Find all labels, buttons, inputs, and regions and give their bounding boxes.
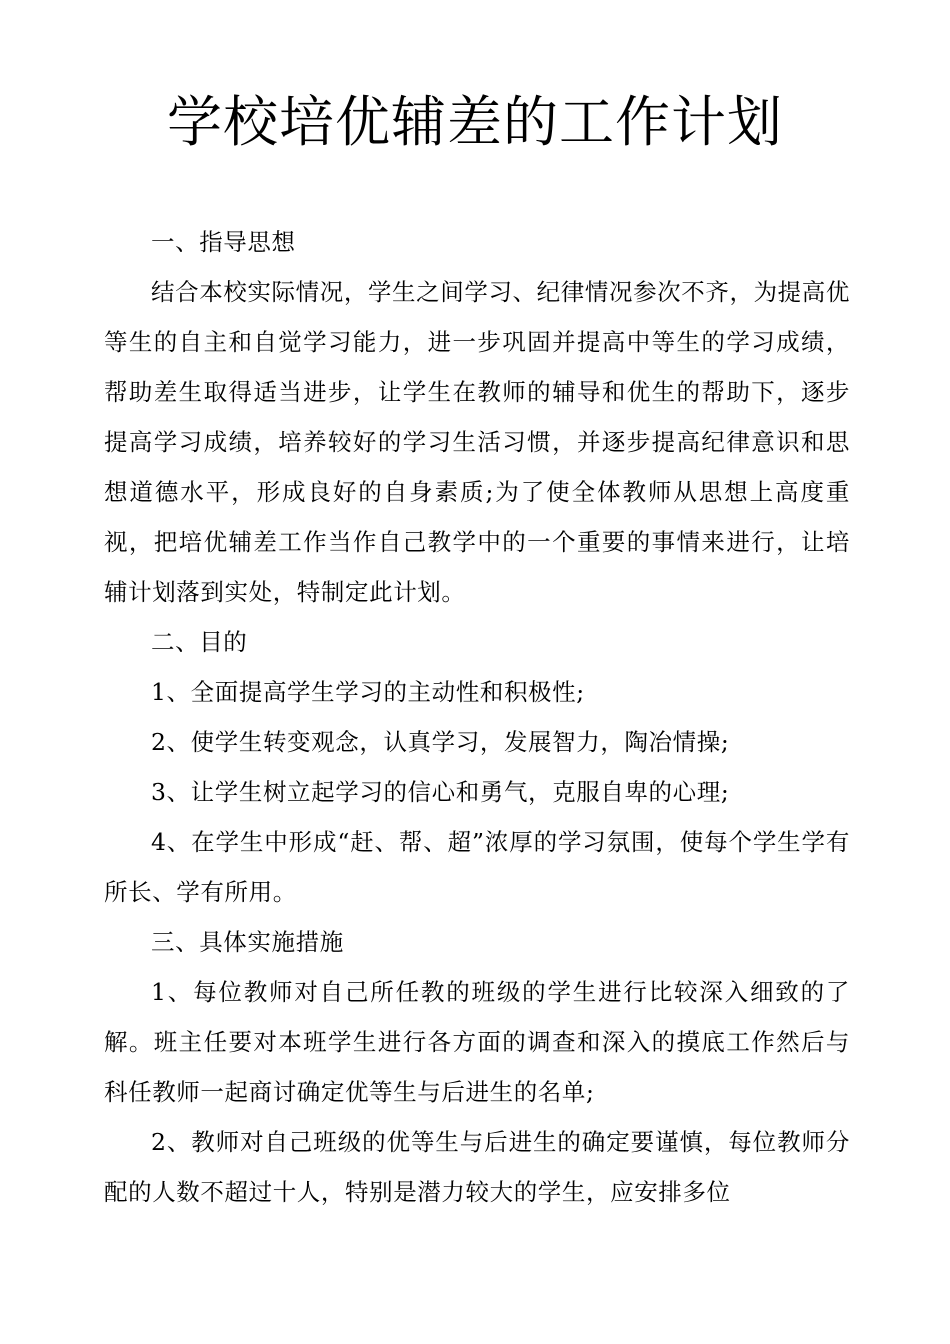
purpose-item-1: 1、全面提高学生学习的主动性和积极性; [151, 678, 585, 706]
section-heading-measures: 三、具体实施措施 [151, 928, 344, 956]
measure-item-2: 2、教师对自己班级的优等生与后进生的确定要谨慎，每位教师分配的人数不超过十人，特别是潜力较大的学生，应安排多位 [104, 1128, 850, 1206]
document-title: 学校培优辅差的工作计划 [166, 90, 783, 154]
measure-item-1: 1、每位教师对自己所任教的班级的学生进行比较深入细致的了解。班主任要对本班学生进行各方面的调查和深入的摸底工作然后与科任教师一起商讨确定优等生与后进生的名单; [104, 978, 850, 1106]
purpose-item-2: 2、使学生转变观念，认真学习，发展智力，陶冶情操; [151, 728, 730, 756]
purpose-item-4: 4、在学生中形成“赶、帮、超”浓厚的学习氛围，使每个学生学有所长、学有所用。 [104, 828, 850, 906]
purpose-item-3: 3、让学生树立起学习的信心和勇气，克服自卑的心理; [151, 778, 730, 806]
document-body [104, 217, 850, 1217]
paragraph-guiding-thought: 结合本校实际情况，学生之间学习、纪律情况参次不齐，为提高优等生的自主和自觉学习能力，进一步巩固并提高中等生的学习成绩，帮助差生取得适当进步，让学生在教师的辅导和优生的帮助下，逐步提高学习成绩，培养较好的学习生活习惯，并逐步提高纪律意识和思想道德水平，形成良好的自身素质;为了使全体教师从思想上高度重视，把培优辅差工作当作自己教学中的一个重要的事情来进行，让培辅计划落到实处，特制定此计划。 [104, 278, 850, 606]
section-heading-purpose: 二、目的 [151, 628, 248, 656]
section-heading-guiding-thought: 一、指导思想 [151, 228, 296, 256]
